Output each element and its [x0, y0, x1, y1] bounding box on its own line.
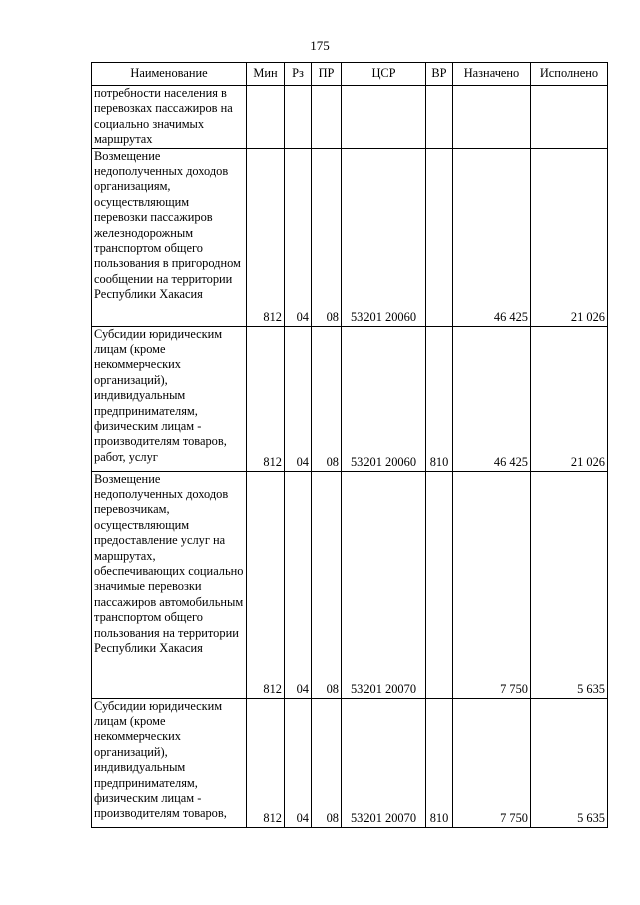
row-rz — [285, 86, 312, 149]
row-vr — [426, 148, 453, 326]
row-assigned: 46 425 — [453, 148, 531, 326]
row-assigned: 7 750 — [453, 698, 531, 827]
row-rz: 04 — [285, 326, 312, 471]
row-min: 812 — [247, 326, 285, 471]
row-executed: 21 026 — [531, 326, 608, 471]
row-vr — [426, 86, 453, 149]
table-row — [92, 148, 608, 326]
header-assigned: Назначено — [453, 63, 531, 86]
row-min: 812 — [247, 471, 285, 698]
row-min — [247, 86, 285, 149]
row-executed: 5 635 — [531, 698, 608, 827]
table-row — [92, 86, 608, 149]
row-vr: 810 — [426, 698, 453, 827]
row-vr: 810 — [426, 326, 453, 471]
row-pr: 08 — [312, 698, 342, 827]
row-min: 812 — [247, 698, 285, 827]
table-row — [92, 326, 608, 471]
row-pr: 08 — [312, 471, 342, 698]
row-rz: 04 — [285, 148, 312, 326]
table-row — [92, 698, 608, 827]
header-csr: ЦСР — [342, 63, 426, 86]
row-csr: 53201 20060 — [342, 148, 426, 326]
row-name: потребности населения в перевозках пассажиров на социально значимых маршрутах — [92, 86, 247, 149]
header-rz: Рз — [285, 63, 312, 86]
row-rz: 04 — [285, 698, 312, 827]
row-csr: 53201 20070 — [342, 471, 426, 698]
header-min: Мин — [247, 63, 285, 86]
row-vr — [426, 471, 453, 698]
row-name: Субсидии юридическим лицам (кроме некоммерческих организаций), индивидуальным предпринимателям, физическим лицам - производителям товаров, — [92, 698, 247, 827]
budget-table — [91, 62, 608, 828]
row-name: Возмещение недополученных доходов перевозчикам, осуществляющим предоставление услуг на маршрутах, обеспечивающих социально значимые перевозки пассажиров автомобильным транспортом общего пользования на территории Республики Хакасия — [92, 471, 247, 698]
row-csr — [342, 86, 426, 149]
row-executed: 5 635 — [531, 471, 608, 698]
row-name: Субсидии юридическим лицам (кроме некоммерческих организаций), индивидуальным предпринимателям, физическим лицам - производителям товаров, работ, услуг — [92, 326, 247, 471]
row-pr: 08 — [312, 326, 342, 471]
row-pr — [312, 86, 342, 149]
row-assigned — [453, 86, 531, 149]
row-csr: 53201 20070 — [342, 698, 426, 827]
row-executed — [531, 86, 608, 149]
row-csr: 53201 20060 — [342, 326, 426, 471]
row-pr: 08 — [312, 148, 342, 326]
header-name: Наименование — [92, 63, 247, 86]
row-executed: 21 026 — [531, 148, 608, 326]
table-row — [92, 471, 608, 698]
row-min: 812 — [247, 148, 285, 326]
row-name: Возмещение недополученных доходов организациям, осуществляющим перевозки пассажиров железнодорожным транспортом общего пользования в пригородном сообщении на территории Республики Хакасия — [92, 148, 247, 326]
header-vr: ВР — [426, 63, 453, 86]
row-assigned: 7 750 — [453, 471, 531, 698]
header-executed: Исполнено — [531, 63, 608, 86]
row-assigned: 46 425 — [453, 326, 531, 471]
table-header-row — [92, 63, 608, 86]
row-rz: 04 — [285, 471, 312, 698]
page-number: 175 — [310, 38, 330, 53]
header-pr: ПР — [312, 63, 342, 86]
